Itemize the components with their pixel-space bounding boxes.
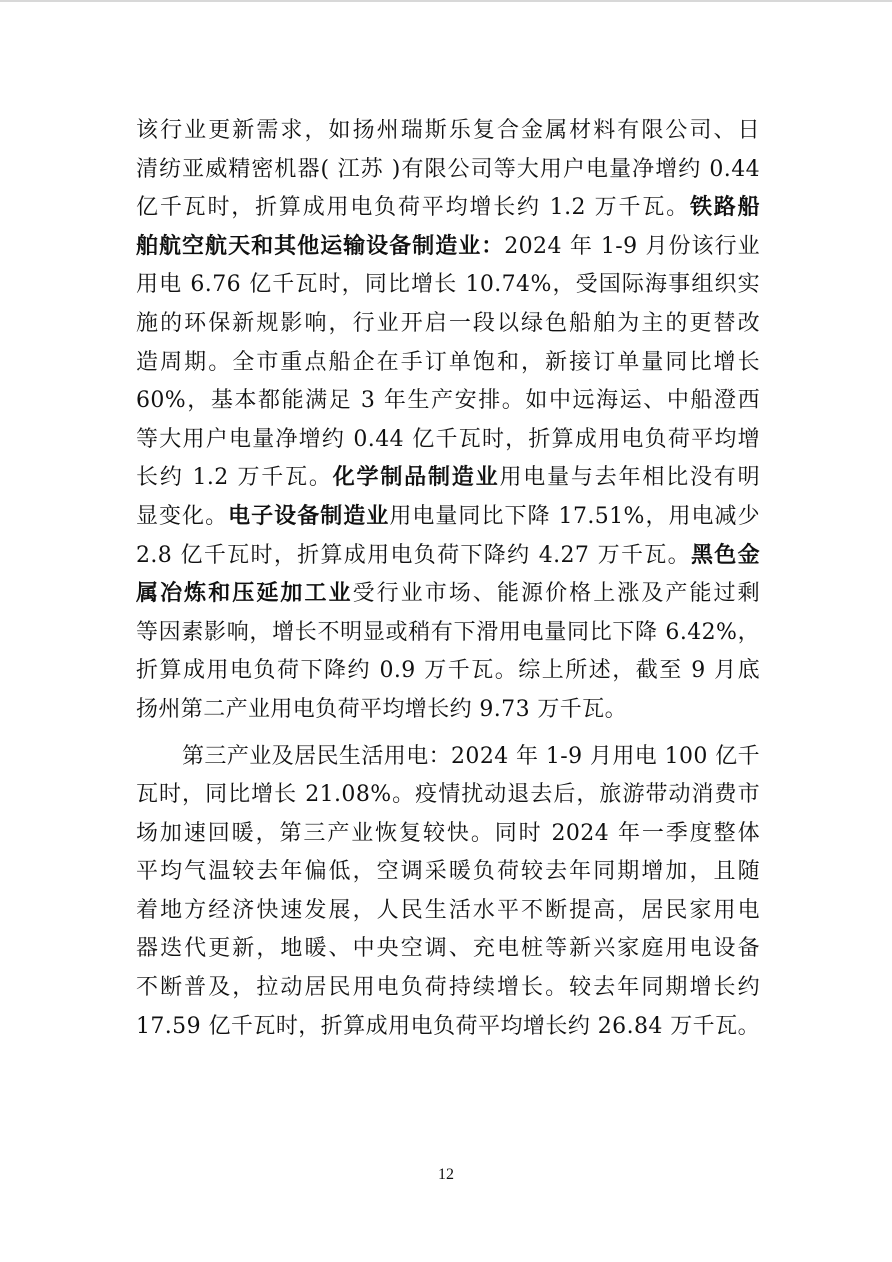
text-line [136,498,760,537]
paragraph-tertiary-residential [136,738,760,1047]
text-line: 折算成用电负荷下降约 0.9 万千瓦。综上所述，截至 9 月底 [136,658,760,684]
bold-heading-segment: 电子设备制造业 [228,503,390,529]
paragraph-gap [136,730,760,738]
text-line: 着地方经济快速发展，人民生活水平不断提高，居民家用电 [136,897,760,923]
text-line: 不断普及，拉动居民用电负荷持续增长。较去年同期增长约 [136,975,760,1001]
text-line: 等大用户电量净增约 0.44 亿千瓦时，折算成用电负荷平均增 [136,426,760,452]
text-line [136,537,760,576]
paragraph-industry-details [136,112,760,730]
text-line: 用电 6.76 亿千瓦时，同比增长 10.74%，受国际海事组织实 [136,272,760,298]
page-top-edge [0,0,892,2]
text-line: 60%，基本都能满足 3 年生产安排。如中远海运、中船澄西 [136,388,760,414]
page-number: 12 [438,1166,454,1183]
text-line: 造周期。全市重点船企在手订单饱和，新接订单量同比增长 [136,349,760,375]
text-line: 瓦时，同比增长 21.08%。疫情扰动退去后，旅游带动消费市 [136,782,760,808]
text-segment: 受行业市场、能源价格上涨及产能过剩 [352,581,760,607]
bold-heading-segment: 属冶炼和压延加工业 [136,581,353,607]
text-line: 清纺亚威精密机器( 江苏 )有限公司等大用户电量净增约 0.44 [136,156,760,182]
text-line: 器迭代更新，地暖、中央空调、充电桩等新兴家庭用电设备 [136,936,760,962]
text-line: 平均气温较去年偏低，空调采暖负荷较去年同期增加，且随 [136,859,760,885]
text-line [136,189,760,228]
text-segment: 用电量同比下降 17.51%，用电减少 [389,503,760,529]
text-segment: 亿千瓦时，折算成用电负荷平均增长约 1.2 万千瓦。 [136,195,690,221]
text-line: 等因素影响，增长不明显或稍有下滑用电量同比下降 6.42%， [136,619,760,645]
bold-heading-segment: 黑色金 [690,542,760,568]
bold-heading-segment: 舶航空航天和其他运输设备制造业： [136,233,505,259]
text-line: 施的环保新规影响，行业开启一段以绿色船舶为主的更替改 [136,310,760,336]
text-line: 该行业更新需求，如扬州瑞斯乐复合金属材料有限公司、日 [136,118,760,143]
text-line [136,575,760,614]
text-segment: 长约 1.2 万千瓦。 [136,465,333,491]
text-line [136,459,760,498]
document-body [136,112,760,1046]
text-segment: 2.8 亿千瓦时，折算成用电负荷下降约 4.27 万千瓦。 [136,542,691,568]
bold-heading-segment: 铁路船 [689,195,760,221]
text-line: 17.59 亿千瓦时，折算成用电负荷平均增长约 26.84 万千瓦。 [136,1013,760,1039]
text-line [136,228,760,267]
text-line: 场加速回暖，第三产业恢复较快。同时 2024 年一季度整体 [136,820,760,846]
text-segment: 显变化。 [136,503,229,529]
text-segment: 2024 年 1-9 月份该行业 [504,233,760,259]
bold-heading-segment: 化学制品制造业 [332,465,500,491]
text-line: 第三产业及居民生活用电：2024 年 1-9 月用电 100 亿千 [182,743,760,769]
text-line: 扬州第二产业用电负荷平均增长约 9.73 万千瓦。 [136,696,627,722]
text-segment: 用电量与去年相比没有明 [499,465,761,491]
